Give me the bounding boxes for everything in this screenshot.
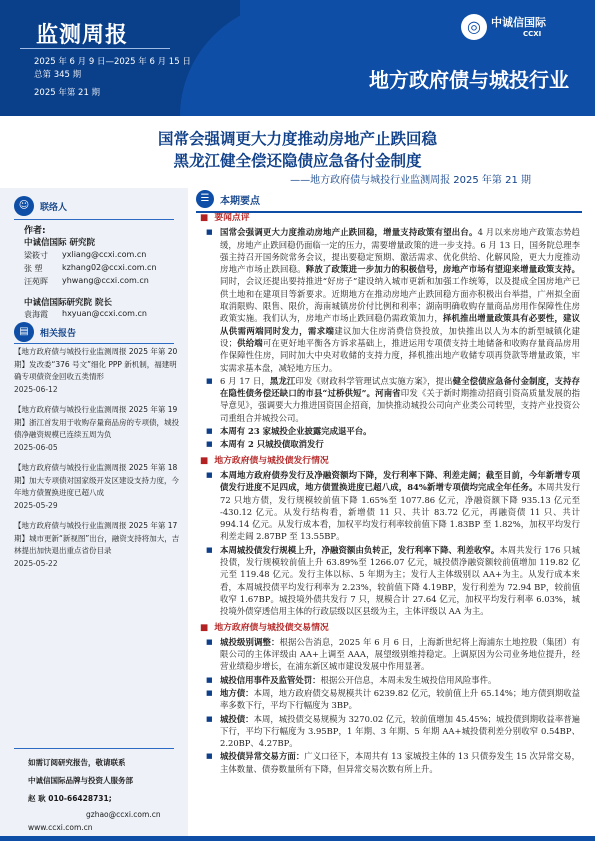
bullet-item (200, 750, 580, 775)
website-link[interactable]: www.ccxi.com.cn (28, 823, 93, 832)
logo-icon: ◎ (461, 14, 487, 40)
divider (14, 219, 174, 220)
header-banner (0, 0, 595, 116)
section-heading (200, 622, 580, 634)
section-heading-text: 地方政府债与城投债发行情况 (214, 455, 329, 466)
author-name: 梁筱寸 (24, 251, 48, 260)
director-row (24, 309, 147, 320)
key-points-label: 本期要点 (220, 195, 260, 207)
bullet-item (200, 713, 580, 750)
related-report-date: 2025-06-05 (14, 442, 58, 452)
section-heading-text: 要闻点评 (214, 213, 250, 223)
bullet-text: 本周，城投债交易规模为 3270.02 亿元，较前值增加 45.45%；城投债到期收益率普遍下行，平均下行幅度为 3.95BP，1 年期、3 年期、5 年期 AA+城投债利差分别收窄 0.54BP、2.20BP、4.27BP。 (220, 713, 580, 749)
square-bullet-icon: ■ (200, 622, 209, 633)
issue-total: 总第 345 期 (34, 70, 82, 80)
document-icon: ▤ (14, 322, 34, 342)
related-report-date: 2025-05-22 (14, 558, 58, 568)
director-org: 中诚信国际研究院 院长 (24, 298, 112, 308)
bullet-bold: 黑龙江 (269, 375, 296, 386)
bullet-text: 根据公开信息，本周未发生城投信用风险事件。 (320, 674, 497, 685)
author-row (24, 250, 146, 261)
bullet-text: 本周，地方政府债交易规模共计 6239.82 亿元，较前值上升 65.14%；地方债到期收益率多数下行，平均下行幅度为 3BP。 (220, 687, 580, 711)
service-dept: 中诚信国际品牌与投资人服务部 (28, 776, 133, 785)
related-report-date: 2025-06-12 (14, 384, 58, 394)
author-name: 张 塑 (24, 264, 43, 273)
divider (14, 343, 174, 344)
bullet-bold: 择机推出增量政策具有必要性，建议从供需两端同时发力，需求端 (220, 313, 581, 336)
author-row (24, 276, 149, 287)
bullet-item (200, 375, 580, 424)
bullet-text: 广义口径下，本周共有 13 家城投主体的 13 只债券发生 15 次异常交易，主体数量、债券数量所有下降，但异常交易次数有所上升。 (220, 751, 581, 774)
square-bullet-icon: ■ (200, 455, 209, 466)
key-points-heading (196, 190, 260, 208)
magazine-title: 监测周报 (36, 23, 129, 48)
bullet-item (200, 226, 580, 374)
author-name: 汪苑晖 (24, 277, 48, 286)
related-report[interactable] (14, 346, 180, 396)
author-row (24, 263, 157, 274)
footer-bar (0, 836, 595, 841)
related-report-title[interactable]: 【地方政府债与城投行业监测周报 2025 年第 19 期】浙江首发用于收购存量商品房的专项债，城投债净融资规模已连续五周为负 (14, 405, 179, 439)
bullet-item (200, 425, 580, 437)
related-report-date: 2025-05-29 (14, 500, 58, 510)
bullet-item (200, 687, 580, 712)
bullet-bold: 本周地方政府债券发行及净融资额均下降，发行利率下降、利差走阔；截至目前，今年新增专项债发行进度不足四成，地方债置换进度已超八成，84%新增专项债均完成全年任务。 (220, 469, 580, 493)
bullet-text: 印发《财政科学管理试点实施方案》，提出 (295, 375, 453, 386)
bullet-bold: 供给端 (236, 337, 263, 348)
bullet-text: 印发《关于新时期推动招商引资高质量发展的指导意见》，强调要大力推进国资国企招商，加快推动城投公司向产业类公司转型，支持产业投资公司重组合并城投公司。 (220, 388, 580, 423)
main-title-line1: 国常会强调更大力度推动房地产止跌回稳 (157, 130, 437, 148)
bullet-text: 4 月以来房地产政策态势趋缓，房地产止跌回稳仍面临一定的压力，需要增量政策的进一步支持。6 月 13 日，国务院总理李强主持召开国务院常务会议，提出要稳定预期、激活需求、优化供给、化解风险，更大力度推动房地产市场止跌回稳。 (220, 227, 580, 275)
bullet-text: 根据公告消息，2025 年 6 月 6 日，上海新世纪将上海浦东土地控股（集团）有限公司的主体评级由 AA+上调至 AAA，展望级别维持稳定。上调原因为公司业务地位提升，经营业绩稳步增长，在浦东新区城市建设发展中作用显著。 (220, 636, 580, 672)
bullet-bold: 国常会强调更大力度推动房地产止跌回稳，增量支持政策有望出台。 (220, 227, 478, 238)
bullet-item (200, 469, 580, 543)
section-heading (200, 455, 580, 467)
main-title-line2: 黑龙江健全偿还隐债应急备付金制度 (173, 152, 422, 170)
logo-text-en: CCXI (523, 30, 542, 38)
section-heading (200, 212, 580, 224)
square-bullet-icon: ■ (200, 213, 209, 223)
bullet-text: 同时，会议还提出要持推进“好房子”建设纳入城市更新和加强工作统筹，以及提成全国房地产已供土地和在建项目等新要求。近期地方在推动房地产止跌回稳方面亦积极出台举措，广州拟全面取消限购、限售、限价，海南城镇房价付比例和利率；湖南明确收购存量商品房用作保障性住房政策实施。我们认为，房地产市场止跌回稳仍需政策加力， (220, 276, 580, 324)
bullet-item (200, 636, 580, 673)
related-heading (14, 322, 76, 342)
related-report-title[interactable]: 【地方政府债与城投行业监测周报 2025 年第 20 期】发改委“376 号文”细化 PPP 新机制，福建明确专项债资金回收五类情形 (14, 347, 178, 381)
person-icon: ☺ (14, 196, 34, 216)
author-email[interactable]: yxliang@ccxi.com.cn (62, 250, 147, 259)
section-heading-text: 地方政府债与城投债交易情况 (214, 622, 329, 633)
contact-email[interactable]: gzhao@ccxi.com.cn (86, 810, 161, 819)
date-range: 2025 年 6 月 9 日—2025 年 6 月 15 日 (34, 57, 191, 67)
bullet-bold: 健全偿债应急备付金制度，支持存在隐性债务偿还缺口的市县“过桥供短”。 (220, 375, 580, 399)
bullet-text: 本周共发行 72 只地方债，发行规模较前值下降 1.65%至 1077.86 亿元，净融资额下降 935.13 亿元至 -430.12 亿元。从发行结构看，新增债 11 只、共计 83.72 亿元，再融资债 11 只、共计 994.14 亿元。从发行成本看，加权平均发行利率较前值下降 1.83BP 至 1.82%，加权平均发行利差走阔 2.87BP 至 13.55BP。 (220, 482, 580, 542)
divider (20, 48, 170, 49)
bullet-bold: 城投级别调整： (220, 636, 280, 647)
author-email[interactable]: kzhang02@ccxi.com.cn (62, 263, 157, 272)
bullet-item (200, 438, 580, 450)
section-title: 地方政府债与城投行业 (369, 68, 569, 92)
bullet-bold: 地方债： (220, 687, 254, 698)
related-report[interactable] (14, 520, 180, 570)
key-points-content (200, 212, 580, 776)
director-email[interactable]: hxyuan@ccxi.com.cn (62, 309, 147, 318)
author-email[interactable]: yhwang@ccxi.com.cn (62, 276, 149, 285)
bullet-bold: 河南省 (375, 388, 401, 399)
subscribe-note: 如需订阅研究报告，敬请联系 (28, 758, 126, 767)
report-subtitle: ——地方政府债与城投行业监测周报 2025 年第 21 期 (290, 175, 531, 186)
related-report[interactable] (14, 404, 180, 454)
divider (14, 748, 174, 749)
author-label: 作者: (24, 226, 46, 236)
bullet-bold: 本周有 2 只城投债取消发行 (220, 439, 324, 450)
author-org: 中诚信国际 研究院 (24, 238, 95, 248)
bullet-bold: 城投债异常交易方面： (220, 751, 305, 762)
bullet-bold: 城投债： (220, 713, 254, 724)
related-report[interactable] (14, 462, 180, 512)
logo-text-cn: 中诚信国际 (491, 16, 546, 29)
bullet-bold: 本周城投债发行规模上升，净融资额由负转正，发行利率下降、利差收窄。 (220, 544, 500, 555)
bullet-item (200, 544, 580, 618)
list-icon: ☰ (196, 190, 214, 208)
bullet-item (200, 674, 580, 686)
brand-logo (461, 12, 581, 44)
bullet-text: 本周共发行 176 只城投债，发行规模较前值上升 63.89%至 1266.07 亿元，城投债净融资额较前值增加 119.82 亿元至 119.48 亿元。发行主体以标、5 年期为主；发行人主体级别以 AA+为主。从发行成本来看，本周城投债平均发行利率为 2.23%，较前值下降 4.19BP，发行利差为 72.94 BP，较前值收窄 1.67BP。城投境外债共发行 7 只，规模合计 27.64 亿元，加权平均发行利率 6.03%，城投境外债穿透信用主体的行政层级以区县级为主，主体评级以 AA 为主。 (220, 544, 580, 617)
bullet-bold: 本周有 23 家城投企业披露完成退平台。 (220, 426, 372, 437)
related-report-title[interactable]: 【地方政府债与城投行业监测周报 2025 年第 17 期】城市更新“新视图”出台，融资支持将加大，吉林提出加快退出重点省份目录 (14, 521, 180, 555)
bullet-bold: 城投信用事件及监管处罚： (220, 674, 321, 685)
director-name: 袁海霞 (24, 310, 48, 319)
related-report-title[interactable]: 【地方政府债与城投行业监测周报 2025 年第 18 期】加大专项债对国家级开发区建设支持力度，今年地方债置换进度已超八成 (14, 463, 179, 497)
issue-year: 2025 年第 21 期 (34, 88, 101, 98)
contacts-heading (14, 196, 67, 216)
bullet-bold: 释放了政策进一步加力的积极信号，房地产市场有望迎来增量政策支持。 (305, 264, 581, 275)
bullet-text: 6 月 17 日， (220, 375, 270, 386)
bullet-text: 可在更好地平衡各方诉求基础上，推进运用专项债支持土地储备和收购存量商品房用作保障性住房，同时加大中央对收储的支持力度，择机推出地产收储专项再贷款等增量政策，牢实需求基本盘，减轻地方压力。 (220, 337, 581, 373)
related-label: 相关报告 (40, 328, 77, 339)
contacts-label: 联络人 (40, 202, 68, 213)
contact-phone: 赵 耿 010-66428731; (28, 794, 112, 803)
bullet-text: 建议加大住房消费信贷投放，加快推出以人为本的新型城镇化建设； (220, 325, 581, 348)
